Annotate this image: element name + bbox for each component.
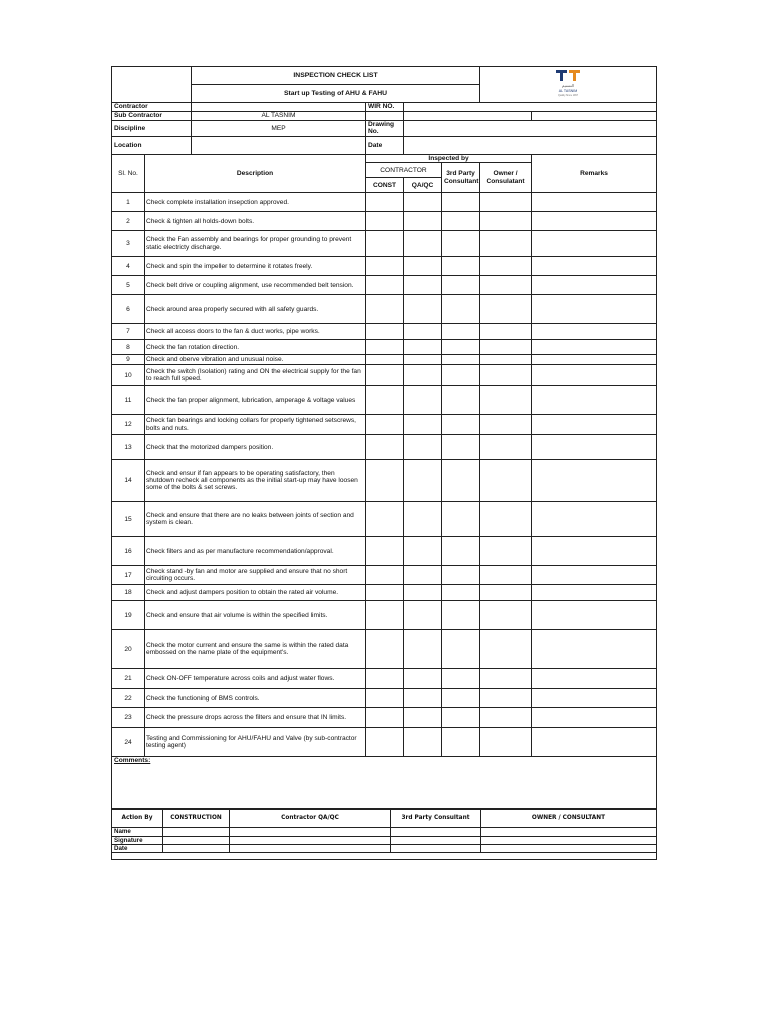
third-party-check-cell[interactable] <box>442 537 480 566</box>
item-description: Check & tighten all holds-down bolts. <box>145 212 366 231</box>
owner-check-cell[interactable] <box>480 340 532 355</box>
item-description: Check and spin the impeller to determine it rotates freely. <box>145 257 366 276</box>
item-description: Check the fan proper alignment, lubrication, amperage & voltage values <box>145 386 366 415</box>
signoff-row <box>112 828 657 836</box>
item-description: Check belt drive or coupling alignment, use recommended belt tension. <box>145 276 366 295</box>
checklist-row <box>112 295 657 324</box>
checklist-table <box>111 66 657 809</box>
signoff-field[interactable] <box>391 845 481 853</box>
item-description: Check the motor current and ensure the same is within the rated data embossed on the name plate of the equipment's. <box>145 630 366 669</box>
item-number: 12 <box>112 415 145 435</box>
col-contractor: CONTRACTOR <box>366 163 442 178</box>
checklist-row <box>112 630 657 669</box>
item-description: Check the switch (Isolation) rating and ON the electrical supply for the fan to reach full speed. <box>145 365 366 386</box>
qaqc-check-cell[interactable] <box>404 212 442 231</box>
qaqc-check-cell[interactable] <box>404 340 442 355</box>
checklist-row <box>112 435 657 460</box>
wir-label: WIR NO. <box>366 103 404 112</box>
qaqc-check-cell[interactable] <box>404 257 442 276</box>
qaqc-check-cell[interactable] <box>404 630 442 669</box>
col-owner: Owner / Consulatant <box>480 163 532 193</box>
action-by-header: Action By <box>112 810 163 828</box>
subcontractor-label: Sub Contractor <box>112 112 192 121</box>
remarks-cell[interactable] <box>532 231 657 257</box>
construction-header: CONSTRUCTION <box>163 810 230 828</box>
signoff-field[interactable] <box>391 828 481 836</box>
const-check-cell[interactable] <box>366 435 404 460</box>
wir-blank-left <box>366 112 404 121</box>
comments-box[interactable] <box>112 757 657 809</box>
col-remarks: Remarks <box>532 154 657 192</box>
doc-subtitle: Start up Testing of AHU & FAHU <box>192 85 480 103</box>
third-party-check-cell[interactable] <box>442 324 480 340</box>
checklist-row <box>112 365 657 386</box>
item-description: Testing and Commissioning for AHU/FAHU and Valve (by sub-contractor testing agent) <box>145 728 366 757</box>
remarks-cell[interactable] <box>532 365 657 386</box>
third-party-check-cell[interactable] <box>442 365 480 386</box>
const-check-cell[interactable] <box>366 415 404 435</box>
signoff-field[interactable] <box>481 845 657 853</box>
item-number: 10 <box>112 365 145 386</box>
logo-arabic-text: التسنيم <box>561 83 575 89</box>
checklist-items <box>112 193 657 757</box>
owner-check-cell[interactable] <box>480 386 532 415</box>
signoff-row <box>112 836 657 844</box>
col-qaqc: QA/QC <box>404 178 442 193</box>
remarks-cell[interactable] <box>532 340 657 355</box>
owner-check-cell[interactable] <box>480 365 532 386</box>
remarks-cell[interactable] <box>532 537 657 566</box>
qaqc-check-cell[interactable] <box>404 231 442 257</box>
qaqc-check-cell[interactable] <box>404 276 442 295</box>
item-description: Check and oberve vibration and unusual noise. <box>145 355 366 365</box>
third-party-header: 3rd Party Consultant <box>391 810 481 828</box>
qaqc-check-cell[interactable] <box>404 502 442 537</box>
owner-check-cell[interactable] <box>480 295 532 324</box>
drawing-label: Drawing No. <box>366 121 404 137</box>
item-number: 3 <box>112 231 145 257</box>
const-check-cell[interactable] <box>366 340 404 355</box>
signoff-row-label: Date <box>112 845 163 853</box>
third-party-check-cell[interactable] <box>442 415 480 435</box>
qaqc-check-cell[interactable] <box>404 669 442 689</box>
owner-check-cell[interactable] <box>480 435 532 460</box>
remarks-cell[interactable] <box>532 669 657 689</box>
signoff-field[interactable] <box>163 836 230 844</box>
col-sl-no: Sl. No. <box>112 154 145 192</box>
item-description: Check all access doors to the fan & duct works, pipe works. <box>145 324 366 340</box>
wir-blank-right <box>532 112 657 121</box>
item-description: Check fan bearings and locking collars for properly tightened setscrews, bolts and nuts. <box>145 415 366 435</box>
remarks-cell[interactable] <box>532 324 657 340</box>
comments-label: Comments: <box>114 757 151 765</box>
qaqc-check-cell[interactable] <box>404 708 442 728</box>
date-value[interactable] <box>404 136 657 154</box>
owner-check-cell[interactable] <box>480 601 532 630</box>
owner-check-cell[interactable] <box>480 585 532 601</box>
item-number: 4 <box>112 257 145 276</box>
remarks-cell[interactable] <box>532 415 657 435</box>
third-party-check-cell[interactable] <box>442 460 480 502</box>
owner-check-cell[interactable] <box>480 537 532 566</box>
checklist-row <box>112 340 657 355</box>
const-check-cell[interactable] <box>366 669 404 689</box>
third-party-check-cell[interactable] <box>442 231 480 257</box>
item-description: Check and ensure that there are no leaks between joints of section and system is clean. <box>145 502 366 537</box>
qaqc-check-cell[interactable] <box>404 728 442 757</box>
const-check-cell[interactable] <box>366 630 404 669</box>
third-party-check-cell[interactable] <box>442 708 480 728</box>
item-description: Check around area properly secured with all safety guards. <box>145 295 366 324</box>
third-party-check-cell[interactable] <box>442 340 480 355</box>
const-check-cell[interactable] <box>366 212 404 231</box>
checklist-row <box>112 708 657 728</box>
owner-check-cell[interactable] <box>480 502 532 537</box>
signoff-field[interactable] <box>391 836 481 844</box>
owner-check-cell[interactable] <box>480 460 532 502</box>
item-number: 18 <box>112 585 145 601</box>
checklist-row <box>112 257 657 276</box>
owner-check-cell[interactable] <box>480 669 532 689</box>
const-check-cell[interactable] <box>366 502 404 537</box>
item-description: Check ON-OFF temperature across coils and adjust water flows. <box>145 669 366 689</box>
item-number: 14 <box>112 460 145 502</box>
remarks-cell[interactable] <box>532 355 657 365</box>
remarks-cell[interactable] <box>532 601 657 630</box>
item-description: Check and ensur if fan appears to be operating satisfactory, then shutdown recheck all components as the initial start-up may have loosen some of the bolts & set screws. <box>145 460 366 502</box>
company-logo <box>480 67 657 103</box>
owner-check-cell[interactable] <box>480 324 532 340</box>
wir-value[interactable] <box>404 103 657 112</box>
const-check-cell[interactable] <box>366 728 404 757</box>
owner-consultant-header: OWNER / CONSULTANT <box>481 810 657 828</box>
third-party-check-cell[interactable] <box>442 212 480 231</box>
item-number: 8 <box>112 340 145 355</box>
item-number: 2 <box>112 212 145 231</box>
subcontractor-value: AL TASNIM <box>192 112 366 121</box>
third-party-check-cell[interactable] <box>442 669 480 689</box>
item-description: Check that the motorized dampers position. <box>145 435 366 460</box>
checklist-row <box>112 689 657 708</box>
contractor-label: Contractor <box>112 103 192 112</box>
third-party-check-cell[interactable] <box>442 435 480 460</box>
checklist-row <box>112 212 657 231</box>
owner-check-cell[interactable] <box>480 689 532 708</box>
checklist-row <box>112 537 657 566</box>
owner-check-cell[interactable] <box>480 566 532 585</box>
third-party-check-cell[interactable] <box>442 728 480 757</box>
remarks-cell[interactable] <box>532 566 657 585</box>
item-number: 19 <box>112 601 145 630</box>
const-check-cell[interactable] <box>366 566 404 585</box>
qaqc-check-cell[interactable] <box>404 585 442 601</box>
item-number: 9 <box>112 355 145 365</box>
item-description: Check and ensure that air volume is within the specified limits. <box>145 601 366 630</box>
const-check-cell[interactable] <box>366 231 404 257</box>
item-number: 1 <box>112 193 145 212</box>
signoff-footer-row <box>112 853 657 860</box>
discipline-label: Discipline <box>112 121 192 137</box>
item-number: 6 <box>112 295 145 324</box>
remarks-cell[interactable] <box>532 435 657 460</box>
const-check-cell[interactable] <box>366 585 404 601</box>
date-label: Date <box>366 136 404 154</box>
third-party-check-cell[interactable] <box>442 386 480 415</box>
location-value[interactable] <box>192 136 366 154</box>
location-label: Location <box>112 136 192 154</box>
const-check-cell[interactable] <box>366 193 404 212</box>
item-description: Check filters and as per manufacture recommendation/approval. <box>145 537 366 566</box>
al-tasnim-logo-icon <box>533 68 603 98</box>
contractor-value[interactable] <box>192 103 366 112</box>
checklist-row <box>112 585 657 601</box>
signoff-field[interactable] <box>481 828 657 836</box>
const-check-cell[interactable] <box>366 689 404 708</box>
item-number: 16 <box>112 537 145 566</box>
checklist-row <box>112 324 657 340</box>
item-description: Check the functioning of BMS controls. <box>145 689 366 708</box>
header-blank-cell <box>112 67 192 103</box>
checklist-row <box>112 460 657 502</box>
item-description: Check the pressure drops across the filters and ensure that IN limits. <box>145 708 366 728</box>
remarks-cell[interactable] <box>532 193 657 212</box>
qaqc-check-cell[interactable] <box>404 689 442 708</box>
third-party-check-cell[interactable] <box>442 355 480 365</box>
checklist-row <box>112 415 657 435</box>
signoff-field[interactable] <box>230 836 391 844</box>
owner-check-cell[interactable] <box>480 212 532 231</box>
remarks-cell[interactable] <box>532 212 657 231</box>
owner-check-cell[interactable] <box>480 630 532 669</box>
qaqc-check-cell[interactable] <box>404 601 442 630</box>
item-number: 17 <box>112 566 145 585</box>
owner-check-cell[interactable] <box>480 257 532 276</box>
item-number: 11 <box>112 386 145 415</box>
const-check-cell[interactable] <box>366 295 404 324</box>
const-check-cell[interactable] <box>366 537 404 566</box>
qaqc-check-cell[interactable] <box>404 415 442 435</box>
remarks-cell[interactable] <box>532 728 657 757</box>
remarks-cell[interactable] <box>532 460 657 502</box>
item-description: Check the fan rotation direction. <box>145 340 366 355</box>
checklist-row <box>112 386 657 415</box>
doc-title: INSPECTION CHECK LIST <box>192 67 480 85</box>
owner-check-cell[interactable] <box>480 231 532 257</box>
const-check-cell[interactable] <box>366 601 404 630</box>
remarks-cell[interactable] <box>532 689 657 708</box>
qaqc-check-cell[interactable] <box>404 435 442 460</box>
item-description: Check stand -by fan and motor are supplied and ensure that no short circuiting occurs. <box>145 566 366 585</box>
remarks-cell[interactable] <box>532 257 657 276</box>
qaqc-check-cell[interactable] <box>404 537 442 566</box>
checklist-row <box>112 728 657 757</box>
discipline-value: MEP <box>192 121 366 137</box>
third-party-check-cell[interactable] <box>442 585 480 601</box>
logo-english-text: AL TASNIM <box>558 89 578 94</box>
qaqc-check-cell[interactable] <box>404 460 442 502</box>
item-number: 22 <box>112 689 145 708</box>
qaqc-check-cell[interactable] <box>404 365 442 386</box>
third-party-check-cell[interactable] <box>442 502 480 537</box>
checklist-row <box>112 276 657 295</box>
col-inspected-by: Inspected by <box>366 154 532 162</box>
checklist-row <box>112 601 657 630</box>
col-description: Description <box>145 154 366 192</box>
item-number: 5 <box>112 276 145 295</box>
qaqc-check-cell[interactable] <box>404 355 442 365</box>
third-party-check-cell[interactable] <box>442 193 480 212</box>
remarks-cell[interactable] <box>532 276 657 295</box>
owner-check-cell[interactable] <box>480 193 532 212</box>
item-description: Check the Fan assembly and bearings for proper grounding to prevent static electricty discharge. <box>145 231 366 257</box>
item-number: 7 <box>112 324 145 340</box>
signoff-field[interactable] <box>230 828 391 836</box>
remarks-cell[interactable] <box>532 708 657 728</box>
item-number: 13 <box>112 435 145 460</box>
checklist-row <box>112 193 657 212</box>
remarks-cell[interactable] <box>532 630 657 669</box>
checklist-row <box>112 355 657 365</box>
item-number: 21 <box>112 669 145 689</box>
signoff-row-label: Name <box>112 828 163 836</box>
remarks-cell[interactable] <box>532 386 657 415</box>
qaqc-check-cell[interactable] <box>404 193 442 212</box>
qaqc-check-cell[interactable] <box>404 386 442 415</box>
const-check-cell[interactable] <box>366 460 404 502</box>
signoff-field[interactable] <box>163 828 230 836</box>
col-const: CONST <box>366 178 404 193</box>
const-check-cell[interactable] <box>366 276 404 295</box>
const-check-cell[interactable] <box>366 324 404 340</box>
item-number: 20 <box>112 630 145 669</box>
third-party-check-cell[interactable] <box>442 257 480 276</box>
remarks-cell[interactable] <box>532 295 657 324</box>
third-party-check-cell[interactable] <box>442 566 480 585</box>
wir-blank-mid <box>404 112 532 121</box>
signoff-rows <box>112 828 657 853</box>
item-number: 15 <box>112 502 145 537</box>
third-party-check-cell[interactable] <box>442 276 480 295</box>
qaqc-check-cell[interactable] <box>404 324 442 340</box>
qaqc-check-cell[interactable] <box>404 566 442 585</box>
signoff-row <box>112 845 657 853</box>
const-check-cell[interactable] <box>366 365 404 386</box>
remarks-cell[interactable] <box>532 502 657 537</box>
const-check-cell[interactable] <box>366 708 404 728</box>
third-party-check-cell[interactable] <box>442 689 480 708</box>
const-check-cell[interactable] <box>366 257 404 276</box>
owner-check-cell[interactable] <box>480 728 532 757</box>
owner-check-cell[interactable] <box>480 708 532 728</box>
owner-check-cell[interactable] <box>480 415 532 435</box>
third-party-check-cell[interactable] <box>442 295 480 324</box>
owner-check-cell[interactable] <box>480 355 532 365</box>
remarks-cell[interactable] <box>532 585 657 601</box>
signoff-field[interactable] <box>163 845 230 853</box>
item-number: 24 <box>112 728 145 757</box>
owner-check-cell[interactable] <box>480 276 532 295</box>
checklist-row <box>112 566 657 585</box>
checklist-row <box>112 502 657 537</box>
signoff-field[interactable] <box>481 836 657 844</box>
signoff-table <box>111 809 657 860</box>
logo-tagline: Quality Since 1997 <box>557 94 579 98</box>
col-third-party: 3rd Party Consultant <box>442 163 480 193</box>
item-description: Check complete installation insepction approved. <box>145 193 366 212</box>
signoff-field[interactable] <box>230 845 391 853</box>
checklist-row <box>112 231 657 257</box>
drawing-value[interactable] <box>404 121 657 137</box>
item-description: Check and adjust dampers position to obtain the rated air volume. <box>145 585 366 601</box>
signoff-row-label: Signature <box>112 836 163 844</box>
third-party-check-cell[interactable] <box>442 601 480 630</box>
const-check-cell[interactable] <box>366 386 404 415</box>
const-check-cell[interactable] <box>366 355 404 365</box>
third-party-check-cell[interactable] <box>442 630 480 669</box>
inspection-sheet <box>111 66 656 860</box>
checklist-row <box>112 669 657 689</box>
qaqc-check-cell[interactable] <box>404 295 442 324</box>
item-number: 23 <box>112 708 145 728</box>
contractor-qaqc-header: Contractor QA/QC <box>230 810 391 828</box>
